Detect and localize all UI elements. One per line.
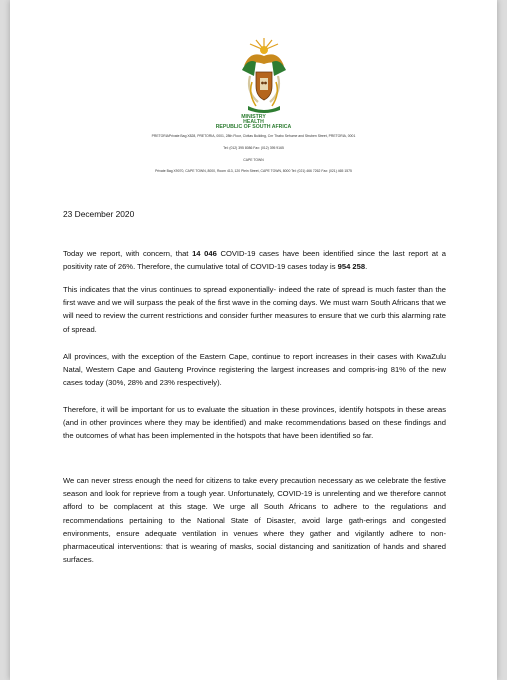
new-cases-count: 14 046 xyxy=(192,249,217,258)
paragraph-hotspots: Therefore, it will be important for us to evaluate the situation in these provinces, identify hotspots in these areas (and in other provinces where they may be identified) and make recommendations based on these findings and the outcomes of what has been implemented in the hotspots that have been identified so far. xyxy=(63,405,446,441)
cumulative-total: 954 258 xyxy=(337,262,366,272)
country-label: REPUBLIC OF SOUTH AFRICA xyxy=(215,124,292,130)
paragraph-cases xyxy=(63,247,446,273)
paragraph-provinces: All provinces, with the exception of the Eastern Cape, continue to report increases in their cases with KwaZulu Natal, Western Cape and Gauteng Province registering the largest increases and compris-ing 81% of the new cases today (30%, 28% and 23% respectively). xyxy=(63,352,446,388)
cape-town-address: Private Bag X9070, CAPE TOWN, 8000, Room 413, 120 Plein Street, CAPE TOWN, 8000 Tel: (021) 466 7262 Fax: (021) 465 1575 xyxy=(155,169,352,173)
cape-town-label: CAPE TOWN xyxy=(243,158,264,162)
pretoria-phone: Tel: (012) 395 8086 Fax: (012) 395 9165 xyxy=(223,146,284,150)
paragraph-spread: This indicates that the virus continues to spread exponentially- indeed the rate of spread is much faster than the first wave and we will surpass the peak of the first wave in the coming days. We must warn South Africans that we will need to review the current restrictions and consider further measures to ensure that we curb this alarming rate of spread. xyxy=(63,285,446,334)
pretoria-address: PRETORIAPrivate Bag X828, PRETORIA, 0001, 28th Floor, Civitas Building, Cnr Thabo Sehume and Struben Street, PRETORIA, 0001 xyxy=(151,134,356,138)
p1-text-b: COVID-19 cases have been identified since the last report at a positivity rate of 26%. Therefore, the cumulative total of COVID-19 cases today is xyxy=(63,249,446,272)
paragraph-precautions: We can never stress enough the need for citizens to take every precaution necessary as we celebrate the festive season and look for reprieve from a tough year. Unfortunately, COVID-19 is unrelenting and we therefore cannot afford to be complacent at this stage. We urge all South Africans to adhere to the regulations and recommendations pertaining to the National State of Disaster, avoid large gath-erings and congested environments, ensure adequate ventilation in venues where they gather and vigilantly adhere to non-pharmaceutical interventions: that is wearing of masks, social distancing and sanitization of hands and shared surfaces. xyxy=(63,476,446,565)
p1-text-a: Today we report, with concern, that xyxy=(63,249,193,258)
ministry-label: MINISTRY xyxy=(241,114,266,120)
p1-text-c: . xyxy=(365,262,368,272)
document-page xyxy=(10,0,497,680)
coat-of-arms-icon xyxy=(236,36,292,116)
department-label: HEALTH xyxy=(243,119,264,125)
letter-date: 23 December 2020 xyxy=(63,209,135,219)
